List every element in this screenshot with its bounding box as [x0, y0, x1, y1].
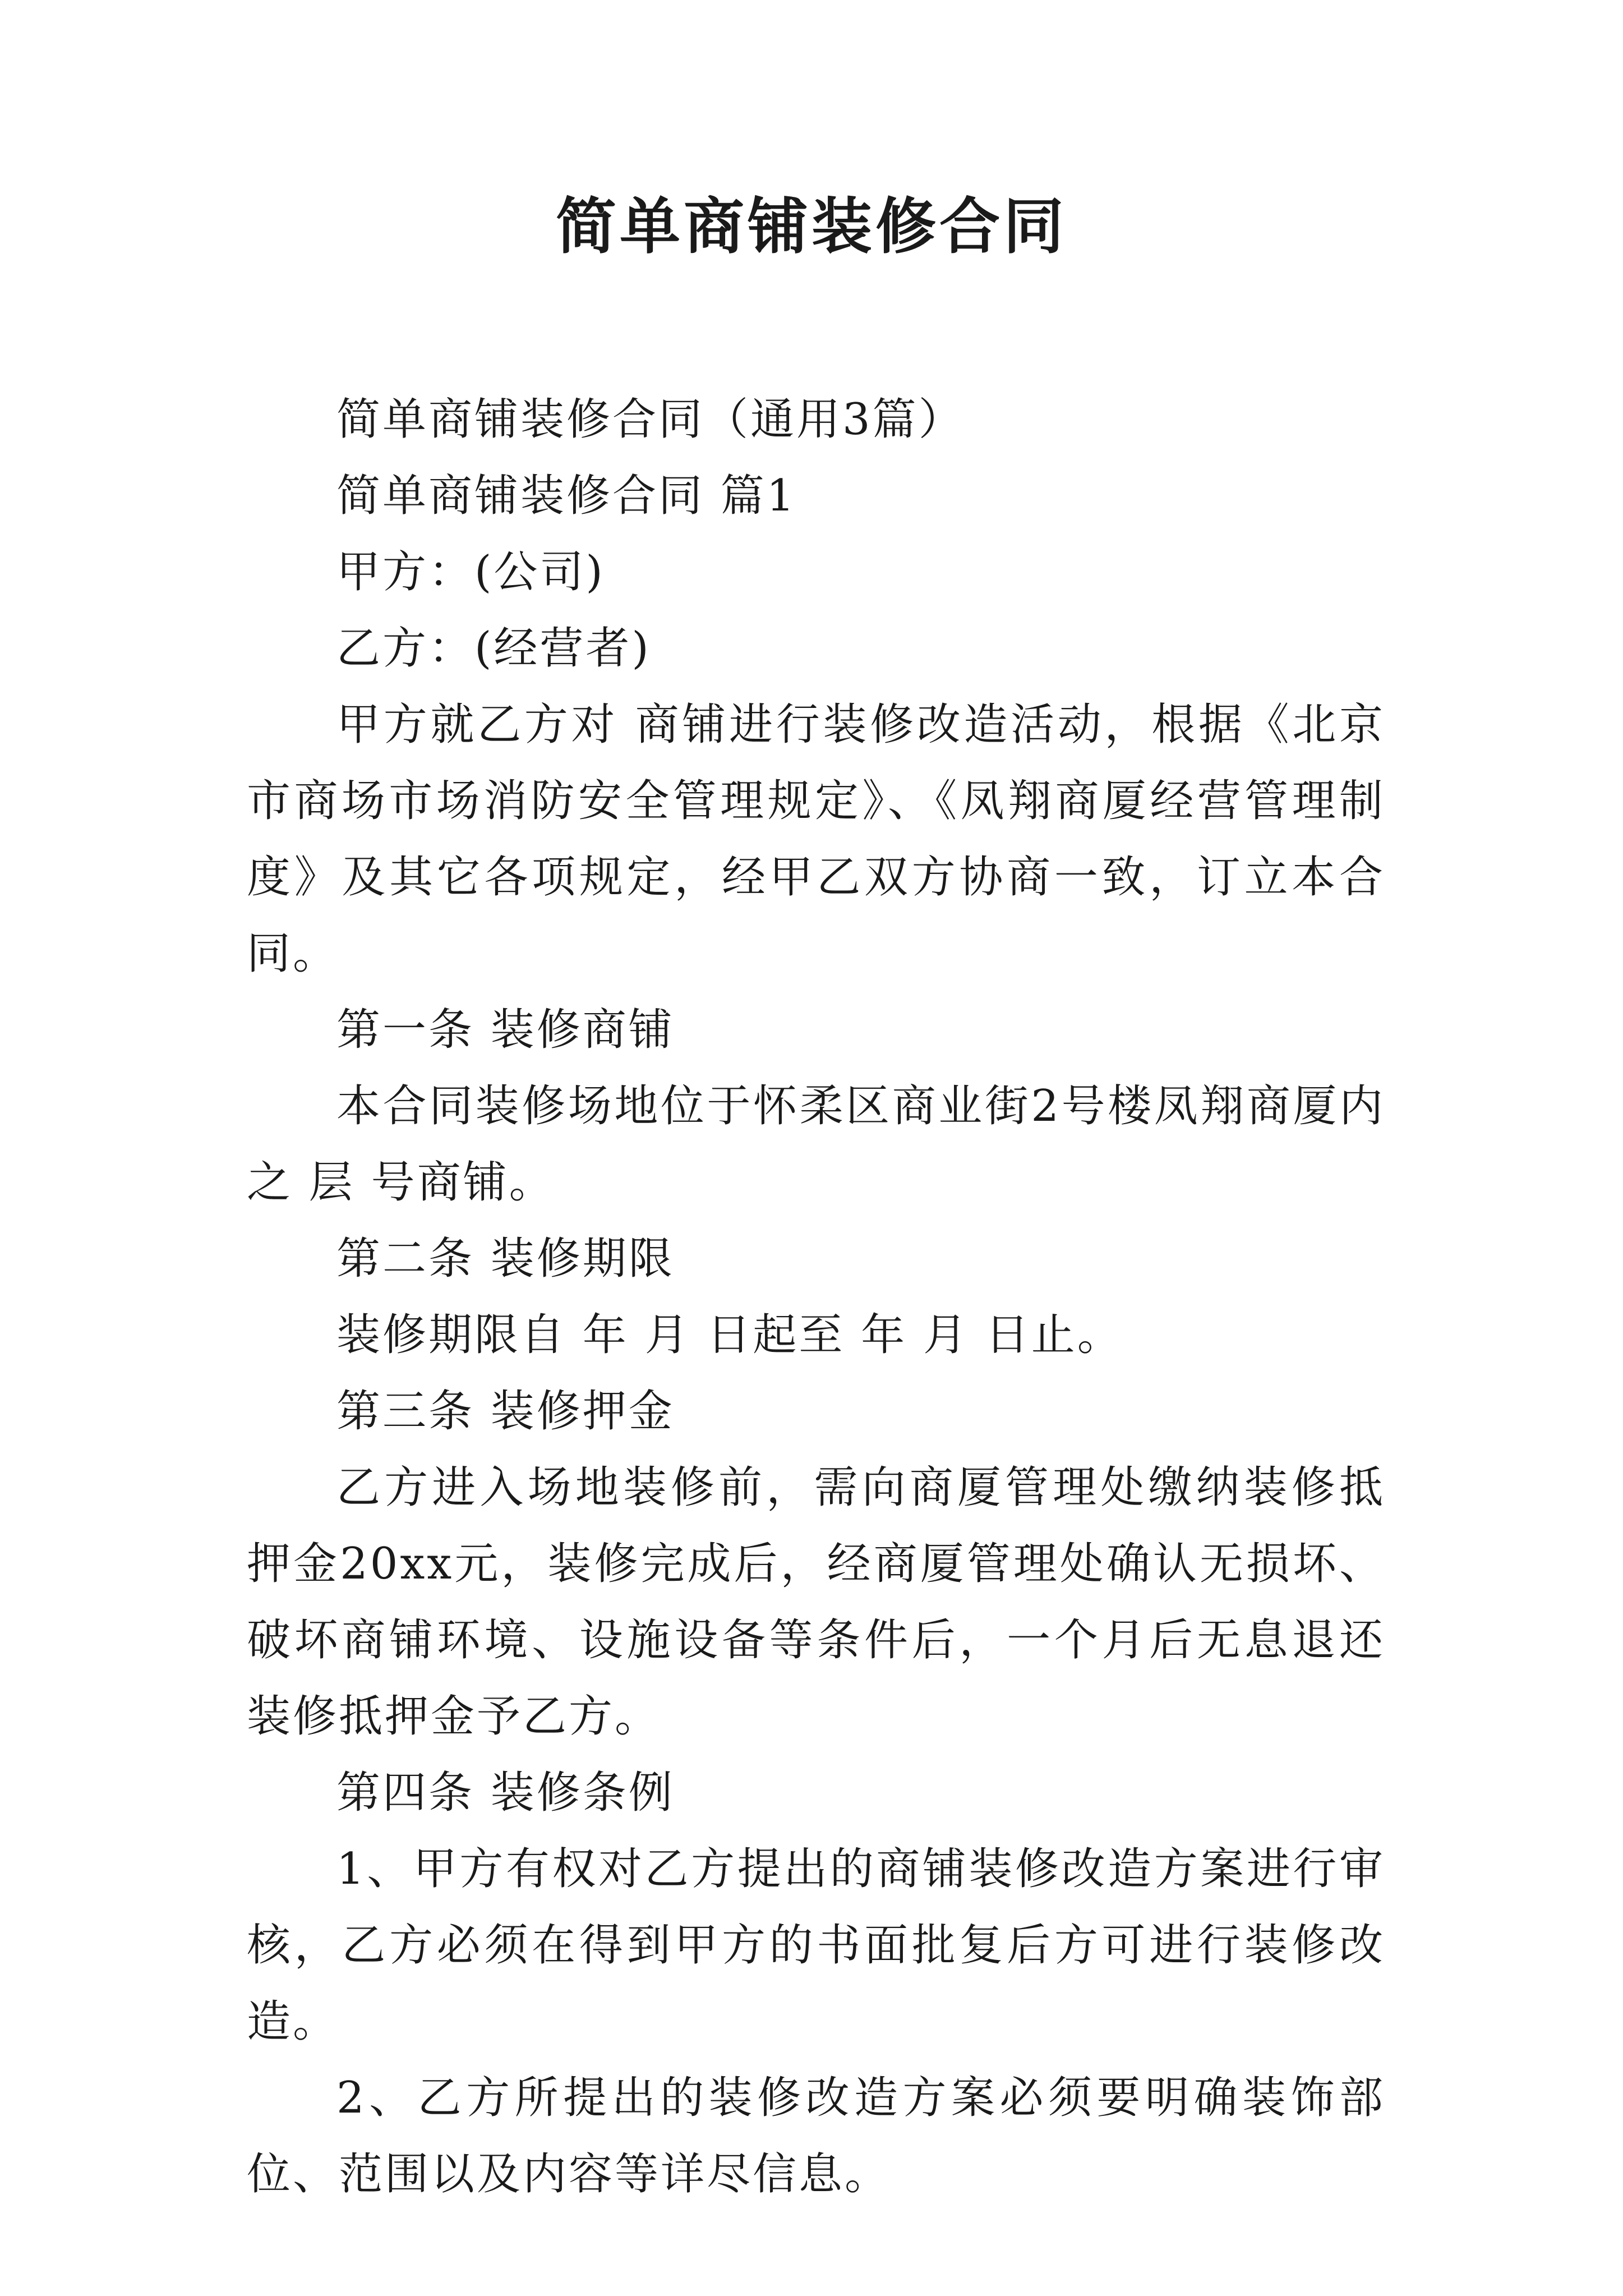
subtitle-paragraph: 简单商铺装修合同（通用3篇）	[336, 394, 965, 445]
section-heading: 简单商铺装修合同 篇1	[336, 471, 797, 521]
party-a-line: 甲方：(公司)	[336, 547, 605, 597]
document-body	[247, 381, 1385, 2212]
article-3-paragraph: 乙方进入场地装修前，需向商厦管理处缴纳装修抵押金20xx元，装修完成后，经商厦管理处确认无损坏、破坏商铺环境、设施设备等条件后，一个月后无息退还装修抵押金予乙方。	[247, 1462, 1385, 1742]
preamble-paragraph: 甲方就乙方对 商铺进行装修改造活动，根据《北京市商场市场消防安全管理规定》、《凤翔商厦经营管理制度》及其它各项规定，经甲乙双方协商一致，订立本合同。	[247, 700, 1385, 979]
article-4-item-2: 2、乙方所提出的装修改造方案必须要明确装饰部位、范围以及内容等详尽信息。	[247, 2073, 1385, 2200]
party-b-line: 乙方：(经营者)	[336, 623, 651, 674]
document-title: 简单商铺装修合同	[555, 191, 1067, 262]
article-2-paragraph: 装修期限自 年 月 日起至 年 月 日止。	[336, 1310, 1123, 1360]
article-1-heading: 第一条 装修商铺	[336, 1005, 675, 1055]
article-1-paragraph: 本合同装修场地位于怀柔区商业街2号楼凤翔商厦内之 层 号商铺。	[247, 1081, 1385, 1208]
article-4-item-1: 1、甲方有权对乙方提出的商铺装修改造方案进行审核，乙方必须在得到甲方的书面批复后方可进行装修改造。	[247, 1844, 1385, 2047]
article-2-heading: 第二条 装修期限	[336, 1234, 675, 1284]
article-4-heading: 第四条 装修条例	[336, 1768, 675, 1818]
article-3-heading: 第三条 装修押金	[336, 1386, 675, 1437]
